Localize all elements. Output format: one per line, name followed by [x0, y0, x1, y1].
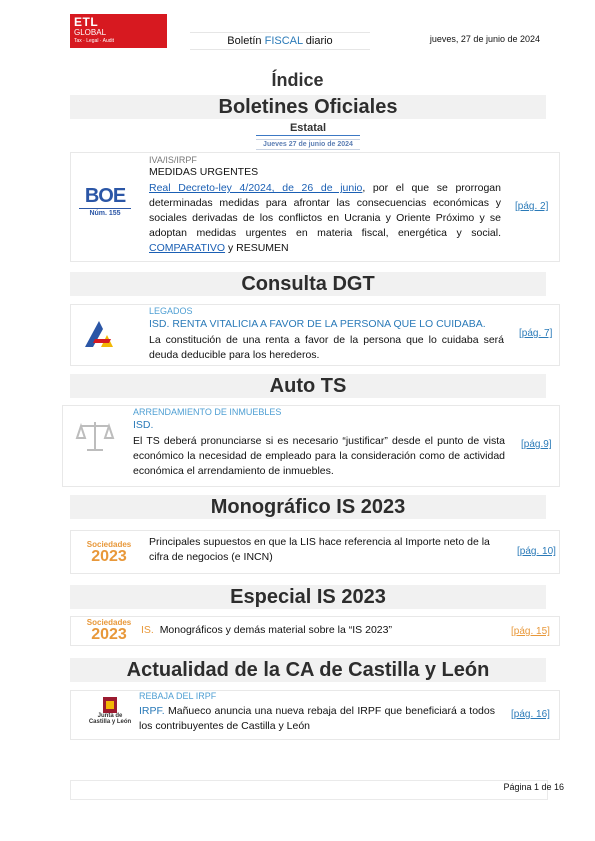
page-link[interactable]: [pág.9]	[521, 439, 552, 450]
especial-item	[70, 616, 560, 646]
section-monografico: Monográfico IS 2023	[70, 495, 546, 519]
icon-line2: 2023	[91, 626, 127, 643]
icon-line1: Junta de	[97, 713, 123, 719]
logo-line2: GLOBAL	[74, 28, 107, 37]
item-text: Principales supuestos en que la LIS hace referencia al Importe neto de la cifra de negocios (e INCN)	[149, 536, 490, 563]
page-link[interactable]: [pág. 16]	[511, 709, 550, 720]
title-accent: FISCAL	[264, 35, 303, 47]
boe-icon	[79, 185, 131, 217]
monografico-item	[70, 530, 560, 574]
item-title: MEDIDAS URGENTES	[149, 166, 259, 178]
item-text-body: , por el que se prorrogan determinadas medidas para afrontar las consecuencias económicas y sociales derivadas de los conflictos en Ucrania y Oriente Próximo y se adoptan medidas urgentes en materia fiscal, energética y social.	[149, 182, 501, 239]
boe-item	[70, 152, 560, 262]
subsection-date: Jueves 27 de junio de 2024	[256, 139, 360, 150]
header-date: jueves, 27 de junio de 2024	[429, 34, 540, 44]
boe-icon-number: Núm. 155	[79, 208, 131, 217]
scales-of-justice-icon	[75, 416, 115, 456]
agencia-tributaria-icon	[81, 317, 117, 353]
etl-global-logo	[70, 14, 167, 48]
index-title: Índice	[271, 70, 324, 90]
item-text: El TS deberá pronunciarse si es necesario “justificar” desde el punto de vista económico la necesidad de empleado para la consideración como de actividad económica el arrendamiento de inmuebles.	[133, 435, 505, 477]
item-category: LEGADOS	[149, 306, 193, 316]
logo-line1: ETL	[74, 15, 99, 29]
title-post: diario	[302, 35, 333, 47]
page-link[interactable]: [pág. 15]	[511, 626, 550, 637]
section-actualidad: Actualidad de la CA de Castilla y León	[70, 658, 546, 682]
subsection-estatal: Estatal	[256, 122, 360, 136]
junta-castilla-leon-icon	[79, 697, 141, 733]
icon-line2: 2023	[91, 548, 127, 565]
sociedades-2023-icon	[77, 540, 141, 565]
icon-line1: Sociedades	[86, 618, 132, 627]
item-text	[139, 704, 495, 734]
consulta-item	[70, 304, 560, 366]
item-prefix: IRPF.	[139, 705, 165, 717]
item-category: ARRENDAMIENTO DE INMUEBLES	[133, 407, 282, 417]
item-text	[141, 624, 392, 636]
item-text-body: Mañueco anuncia una nueva rebaja del IRPF que beneficiará a todos los contribuyentes de Castilla y León	[139, 705, 495, 732]
page-link[interactable]: [pág. 2]	[515, 201, 549, 212]
title-pre: Boletín	[227, 35, 265, 47]
rdl-link[interactable]: Real Decreto-ley 4/2024, de 26 de junio	[149, 182, 363, 194]
bulletin-title	[190, 32, 370, 50]
section-especial: Especial IS 2023	[70, 585, 546, 609]
item-text: La constitución de una renta a favor de la persona que lo cuidaba será deuda deducible para los herederos.	[149, 334, 504, 361]
icon-line2: Castilla y León	[88, 719, 132, 725]
item-prefix: IS.	[141, 624, 154, 636]
auto-item	[62, 405, 560, 487]
item-text-end: y RESUMEN	[225, 242, 289, 254]
sociedades-2023-icon	[77, 618, 141, 643]
page-number: Página 1 de 16	[503, 782, 564, 792]
item-category: REBAJA DEL IRPF	[139, 691, 217, 701]
section-boletines: Boletines Oficiales	[70, 95, 546, 119]
section-consulta: Consulta DGT	[70, 272, 546, 296]
logo-line3: Tax · Legal · Audit	[74, 38, 115, 44]
icon-line1: Sociedades	[86, 540, 132, 549]
page-link[interactable]: [pág. 7]	[519, 328, 553, 339]
comparativo-link[interactable]: COMPARATIVO	[149, 242, 226, 254]
boe-icon-text: BOE	[84, 185, 126, 207]
item-category: IVA/IS/IRPF	[149, 155, 197, 165]
page-link[interactable]: [pág. 10]	[517, 546, 556, 557]
item-title: ISD.	[133, 419, 154, 431]
item-title: ISD. RENTA VITALICIA A FAVOR DE LA PERSONA QUE LO CUIDABA.	[149, 318, 486, 330]
section-auto: Auto TS	[70, 374, 546, 398]
item-text	[149, 181, 501, 256]
item-text-body: Monográficos y demás material sobre la “IS 2023”	[159, 624, 392, 636]
actualidad-item	[70, 690, 560, 740]
